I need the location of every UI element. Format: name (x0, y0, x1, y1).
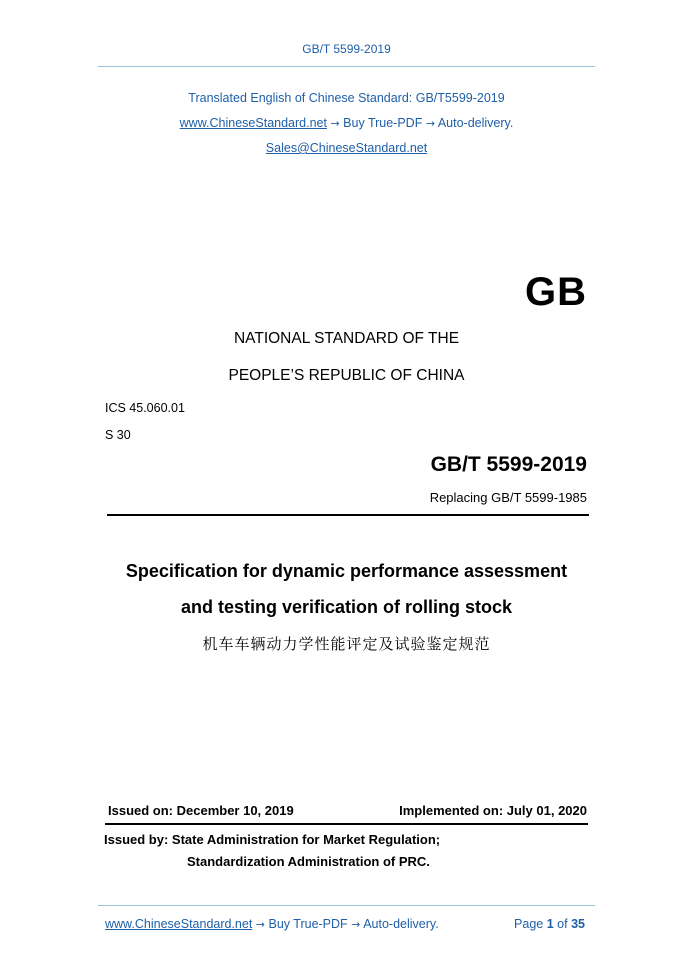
footer-purchase-line (105, 917, 439, 931)
implemented-date: Implemented on: July 01, 2020 (399, 803, 587, 818)
footer-site-link[interactable]: www.ChineseStandard.net (105, 917, 253, 931)
national-standard-line-1: NATIONAL STANDARD OF THE (233, 330, 460, 347)
header-divider (98, 66, 595, 67)
issued-date: Issued on: December 10, 2019 (108, 803, 294, 818)
page-current: 1 (546, 917, 554, 931)
national-standard-line-2: PEOPLE’S REPUBLIC OF CHINA (228, 367, 465, 384)
footer-delivery-text: Auto-delivery. (363, 917, 439, 931)
promo-translation-line: Translated English of Chinese Standard: GB/T5599-2019 (188, 91, 505, 105)
arrow-right-icon: → (351, 918, 361, 931)
title-line-2: and testing verification of rolling stock (180, 597, 513, 617)
footer-buy-text: Buy True-PDF (268, 917, 348, 931)
standard-code: GB/T 5599-2019 (430, 453, 587, 476)
page-label: Page (514, 917, 544, 931)
gb-mark: GB (525, 270, 587, 314)
title-line-1: Specification for dynamic performance assessment (125, 561, 568, 581)
arrow-right-icon: → (330, 117, 340, 130)
page-indicator (514, 917, 585, 931)
promo-site-link[interactable]: www.ChineseStandard.net (179, 116, 327, 130)
page-of: of (557, 917, 568, 931)
footer-divider (98, 905, 595, 906)
arrow-right-icon: → (255, 918, 266, 931)
replacing-note: Replacing GB/T 5599-1985 (429, 490, 587, 505)
promo-purchase-line (0, 116, 693, 130)
promo-email-link[interactable]: Sales@ChineseStandard.net (265, 141, 428, 155)
dates-divider (105, 823, 588, 825)
code-divider (107, 514, 589, 516)
promo-delivery-text: Auto-delivery. (437, 116, 514, 130)
arrow-right-icon: → (425, 117, 436, 130)
title-chinese: 机车车辆动力学性能评定及试验鉴定规范 (202, 635, 491, 653)
header-standard-code: GB/T 5599-2019 (302, 42, 391, 56)
promo-email-line (0, 141, 693, 155)
promo-buy-text: Buy True-PDF (343, 116, 423, 130)
issued-by-line-2: Standardization Administration of PRC. (187, 854, 430, 869)
ccs-code: S 30 (105, 428, 131, 442)
issued-by-line-1: Issued by: State Administration for Market Regulation; (104, 832, 441, 847)
page-total: 35 (571, 917, 585, 931)
ics-code: ICS 45.060.01 (105, 401, 185, 415)
